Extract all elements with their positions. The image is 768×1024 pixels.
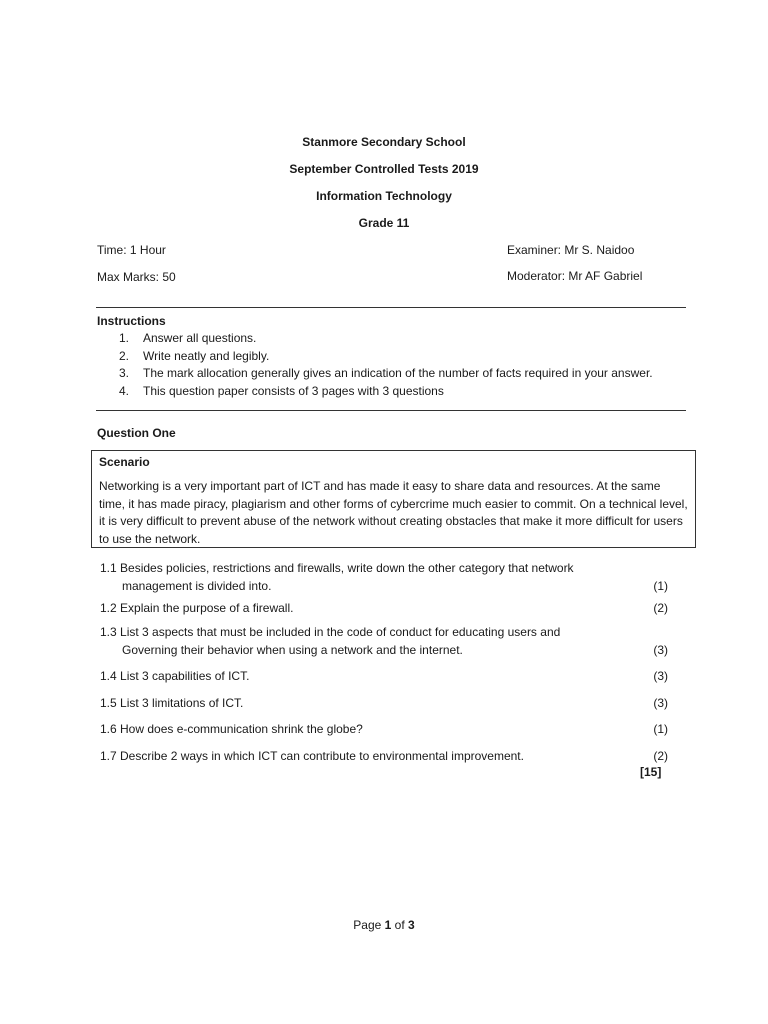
school-name: Stanmore Secondary School [302, 135, 466, 149]
time-allowed: Time: 1 Hour [97, 243, 166, 257]
instruction-item: 1. Answer all questions. [119, 331, 257, 345]
moderator: Moderator: Mr AF Gabriel [507, 269, 643, 283]
instruction-item: 4. This question paper consists of 3 pages with 3 questions [119, 383, 444, 398]
question-total: [15] [640, 765, 662, 779]
instructions-title: Instructions [97, 314, 166, 328]
mark-allocation: (1) [653, 722, 668, 736]
max-marks: Max Marks: 50 [97, 270, 176, 284]
scenario-box [91, 450, 696, 548]
question-item-1-4: 1.4 List 3 capabilities of ICT. (3) [100, 668, 668, 686]
mark-allocation: (2) [653, 749, 668, 763]
instruction-item: 2. Write neatly and legibly. [119, 348, 270, 363]
mark-allocation: (2) [653, 601, 668, 615]
scenario-title: Scenario [99, 455, 150, 469]
subject-title: Information Technology [316, 189, 452, 203]
question-item-1-7: 1.7 Describe 2 ways in which ICT can contribute to environmental improvement. (2) [100, 748, 668, 766]
question-item-1-3: 1.3 List 3 aspects that must be included in the code of conduct for educating users and Governing their behavior when using a network and the internet. (3) [100, 624, 668, 659]
question-item-1-1: 1.1 Besides policies, restrictions and firewalls, write down the other category that network management is divided into. (1) [100, 560, 668, 595]
examiner: Examiner: Mr S. Naidoo [507, 243, 635, 257]
instructions-list [119, 330, 653, 400]
grade-title: Grade 11 [358, 216, 410, 230]
question-item-1-6: 1.6 How does e-communication shrink the globe? (1) [100, 721, 668, 739]
page-number: Page 1 of 3 [353, 918, 415, 932]
scenario-text: Networking is a very important part of ICT and has made it easy to share data and resources. At the same time, it has made piracy, plagiarism and other forms of cybercrime much easier to commit. On a technical level, it is very difficult to prevent abuse of the network without creating obstacles that make it more difficult for users to use the network. [99, 479, 688, 546]
divider-bottom [96, 410, 686, 411]
mark-allocation: (3) [653, 669, 668, 683]
question-item-1-2: 1.2 Explain the purpose of a firewall. (2) [100, 600, 668, 618]
instruction-item: 3. The mark allocation generally gives an indication of the number of facts required in your answer. [119, 366, 653, 380]
question-one-title: Question One [97, 426, 176, 440]
divider-top [96, 307, 686, 308]
question-item-1-5: 1.5 List 3 limitations of ICT. (3) [100, 695, 668, 713]
mark-allocation: (1) [653, 578, 668, 593]
test-title: September Controlled Tests 2019 [289, 162, 479, 176]
mark-allocation: (3) [653, 696, 668, 710]
mark-allocation: (3) [653, 642, 668, 657]
